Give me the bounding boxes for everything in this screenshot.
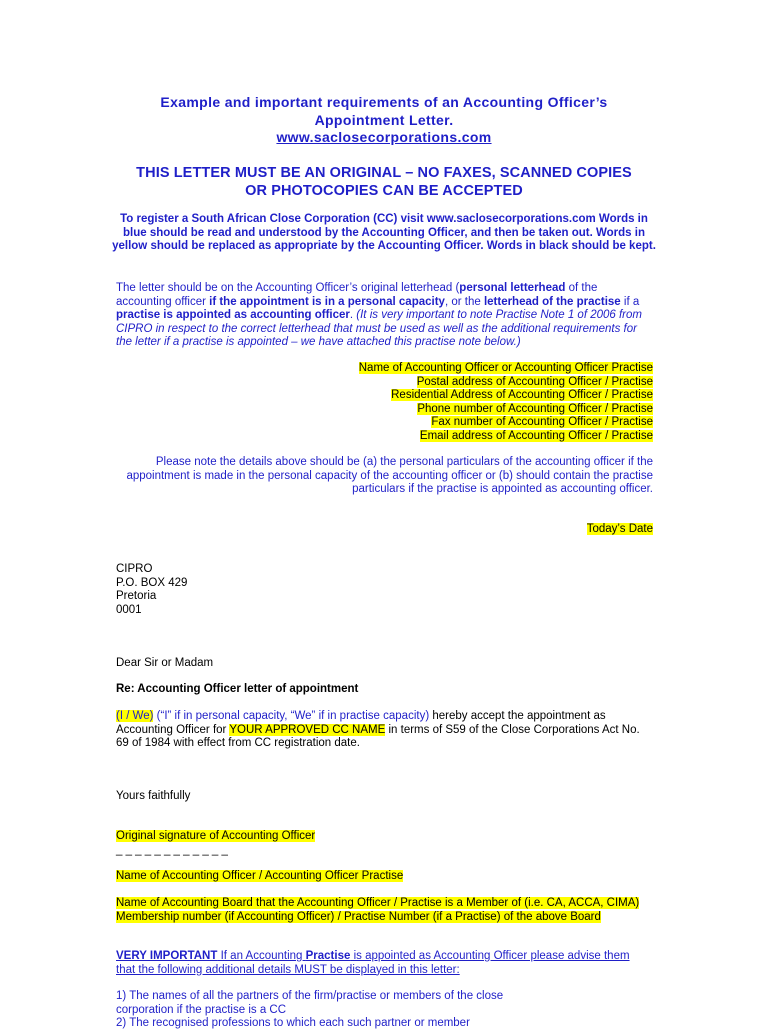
important-text: If an Accounting [217,950,306,962]
title-line-1: Example and important requirements of an Accounting Officer’s [160,94,608,110]
appointment-body [116,710,654,751]
body-text: hereby accept the appointment as Accounting Officer for [116,710,606,736]
important-bold: Practise [305,950,351,962]
letterhead-note-bold: letterhead of the practise [483,295,621,308]
requirements-list-item-1: 1) The names of all the partners of the firm/practise or members of the close corporation if the practise is a CC [116,990,504,1016]
letterhead-note [116,282,654,350]
recipient-address [116,563,187,617]
letterhead-note-text: of the accounting officer [116,282,598,308]
details-note: Please note the details above should be (a) the personal particulars of the accounting officer if the appointment is made in the personal capacity of the accounting officer or (b) should contain the practise particulars if the practise is appointed as accounting officer. [126,456,653,495]
salutation: Dear Sir or Madam [116,657,214,669]
sender-phone: Phone number of Accounting Officer / Practise [417,402,653,415]
important-label: VERY IMPORTANT [116,950,218,962]
sender-email: Email address of Accounting Officer / Practise [419,429,653,442]
board-name-placeholder: Name of Accounting Board that the Accounting Officer / Practise is a Member of (i.e. CA, ACCA, CIMA) [116,897,640,909]
letterhead-note-text: if a [620,295,640,308]
letterhead-note-text: The letter should be on the Accounting Officer’s original letterhead ( [116,282,460,294]
important-text: is appointed as Accounting Officer please advise them that the following additional details MUST be displayed in this letter: [116,950,630,976]
iwe-placeholder: (I / We) [116,710,154,722]
warning-line-1: THIS LETTER MUST BE AN ORIGINAL – NO FAXES, SCANNED COPIES [136,165,632,181]
cc-name-placeholder: YOUR APPROVED CC NAME [229,723,386,736]
recipient-line: CIPRO [116,563,153,575]
recipient-line: 0001 [116,603,142,616]
signature-line [116,830,315,844]
officer-name-placeholder: Name of Accounting Officer / Accounting Officer Practise [116,870,404,882]
letterhead-note-bold: practise is appointed as accounting officer [116,309,350,321]
sender-residential-address: Residential Address of Accounting Officer / Practise [391,389,653,401]
sender-address-block [359,362,653,443]
practise-note-reference: (It is very important to note Practise Note 1 of 2006 from CIPRO in respect to the correct letterhead that must be used as well as the additional requirements for the letter if a practise is appointed – we have attached this practise note below.) [116,309,642,348]
letter-date [587,523,653,537]
officer-name-line [116,870,403,884]
warning-line-2: OR PHOTOCOPIES CAN BE ACCEPTED [245,183,523,199]
important-notice [116,950,646,977]
sender-name: Name of Accounting Officer or Accounting Officer Practise [358,362,653,374]
sender-fax: Fax number of Accounting Officer / Practise [431,416,653,428]
title-line-2: Appointment Letter. [314,111,454,128]
iwe-note: (“I” if in personal capacity, “We” if in practise capacity) [153,710,430,722]
closing: Yours faithfully [116,790,191,802]
original-warning [100,164,668,200]
date-placeholder: Today’s Date [586,523,653,535]
letterhead-note-bold: personal letterhead [459,282,566,294]
document-title [100,94,668,147]
sender-postal-address: Postal address of Accounting Officer / Practise [416,375,653,388]
signature-dashes: _ _ _ _ _ _ _ _ _ _ _ _ [116,844,228,856]
body-text: in terms of S59 of the Close Corporations Act No. 69 of 1984 with effect from CC registration date. [116,723,640,749]
membership-number-placeholder: Membership number (if Accounting Officer) / Practise Number (if a Practise) of the above Board [116,910,601,923]
board-details [116,897,639,924]
signature-placeholder: Original signature of Accounting Officer [116,830,316,842]
requirements-list-item-2: 2) The recognised professions to which each such partner or member [116,1017,470,1029]
recipient-line: Pretoria [116,590,157,602]
letterhead-note-bold: if the appointment is in a personal capacity [209,295,445,308]
recipient-line: P.O. BOX 429 [116,576,188,589]
website-link[interactable]: www.saclosecorporations.com [276,129,492,145]
letterhead-note-text: , or the [444,295,484,308]
intro-instructions: To register a South African Close Corporation (CC) visit www.saclosecorporations.com Words in blue should be read and understood by the Accounting Officer, and then be taken out. Words in yellow should be replaced as appropriate by the Accounting Officer. Words in black should be kept. [112,213,656,252]
letterhead-note-text: . [349,309,357,321]
letter-subject: Re: Accounting Officer letter of appointment [116,683,359,695]
